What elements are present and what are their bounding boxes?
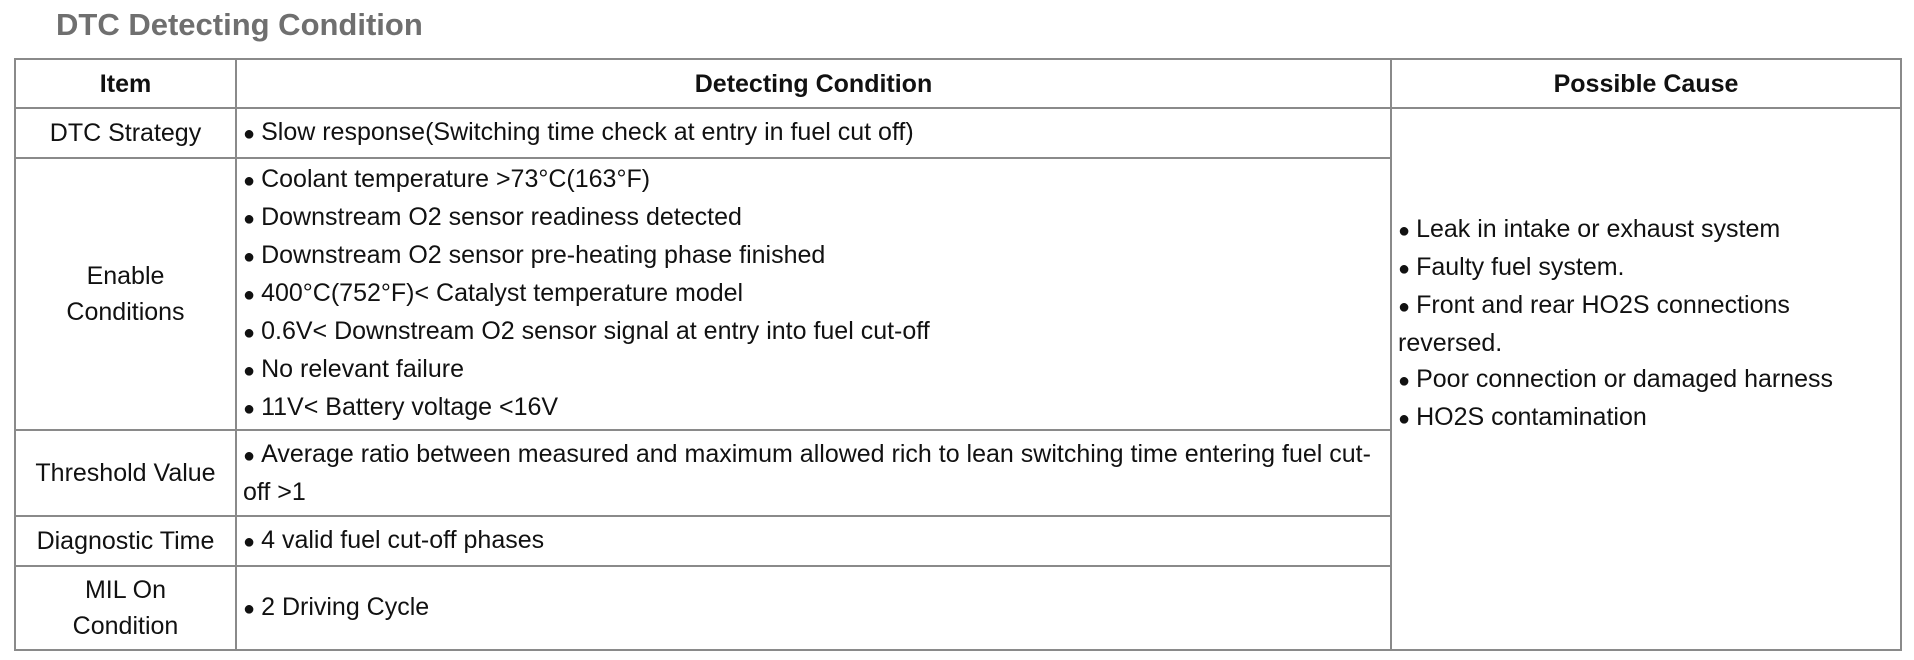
item-cell [15, 108, 236, 158]
bullet-icon: ● [1398, 258, 1411, 280]
item-label: Conditions [66, 298, 185, 326]
condition-line: ● 4 valid fuel cut-off phases [243, 526, 545, 554]
item-cell [15, 158, 236, 430]
header-item: Item [15, 59, 236, 108]
bullet-icon: ● [243, 531, 256, 553]
condition-line: ● Slow response(Switching time check at entry in fuel cut off) [243, 118, 914, 146]
condition-line: ● Downstream O2 sensor pre-heating phase finished [243, 241, 826, 269]
bullet-icon: ● [243, 360, 256, 382]
item-label: Threshold Value [35, 459, 216, 487]
bullet-icon: ● [1398, 296, 1411, 318]
bullet-icon: ● [243, 322, 256, 344]
cause-line: ● Poor connection or damaged harness [1398, 365, 1834, 393]
header-possible-cause: Possible Cause [1391, 59, 1901, 108]
item-label: Diagnostic Time [36, 527, 215, 555]
condition-line: ● Coolant temperature >73°C(163°F) [243, 165, 651, 193]
condition-line: ● 0.6V< Downstream O2 sensor signal at entry into fuel cut-off [243, 317, 930, 345]
condition-line: ● No relevant failure [243, 355, 464, 383]
bullet-icon: ● [1398, 220, 1411, 242]
item-label: Condition [72, 612, 179, 640]
condition-cell [236, 430, 1391, 516]
bullet-icon: ● [1398, 408, 1411, 430]
cause-line: ● Faulty fuel system. [1398, 253, 1625, 281]
item-cell [15, 566, 236, 650]
condition-cell [236, 516, 1391, 566]
condition-cell [236, 108, 1391, 158]
condition-line: ● 400°C(752°F)< Catalyst temperature model [243, 279, 744, 307]
cause-line: ● Front and rear HO2S connections reversed. [1398, 291, 1790, 357]
bullet-icon: ● [243, 208, 256, 230]
item-label: DTC Strategy [49, 119, 202, 147]
condition-line: ● 2 Driving Cycle [243, 593, 430, 621]
page-title: DTC Detecting Condition [56, 7, 423, 42]
bullet-icon: ● [243, 123, 256, 145]
bullet-icon: ● [243, 598, 256, 620]
bullet-icon: ● [243, 398, 256, 420]
dtc-table [14, 58, 1902, 651]
item-label: Enable [86, 262, 165, 290]
item-cell [15, 430, 236, 516]
bullet-icon: ● [1398, 370, 1411, 392]
cause-line: ● Leak in intake or exhaust system [1398, 215, 1781, 243]
cause-line: ● HO2S contamination [1398, 403, 1647, 431]
table-header-row [15, 59, 1901, 108]
bullet-icon: ● [243, 284, 256, 306]
bullet-icon: ● [243, 170, 256, 192]
item-cell [15, 516, 236, 566]
item-label: MIL On [84, 576, 167, 604]
bullet-icon: ● [243, 445, 256, 467]
condition-line: ● Average ratio between measured and maximum allowed rich to lean switching time entering fuel cut-off >1 [243, 440, 1371, 506]
condition-cell [236, 566, 1391, 650]
bullet-icon: ● [243, 246, 256, 268]
condition-line: ● Downstream O2 sensor readiness detected [243, 203, 742, 231]
header-detecting-condition: Detecting Condition [236, 59, 1391, 108]
table-row [15, 108, 1901, 158]
condition-line: ● 11V< Battery voltage <16V [243, 393, 559, 421]
possible-cause-cell [1391, 108, 1901, 650]
condition-cell [236, 158, 1391, 430]
